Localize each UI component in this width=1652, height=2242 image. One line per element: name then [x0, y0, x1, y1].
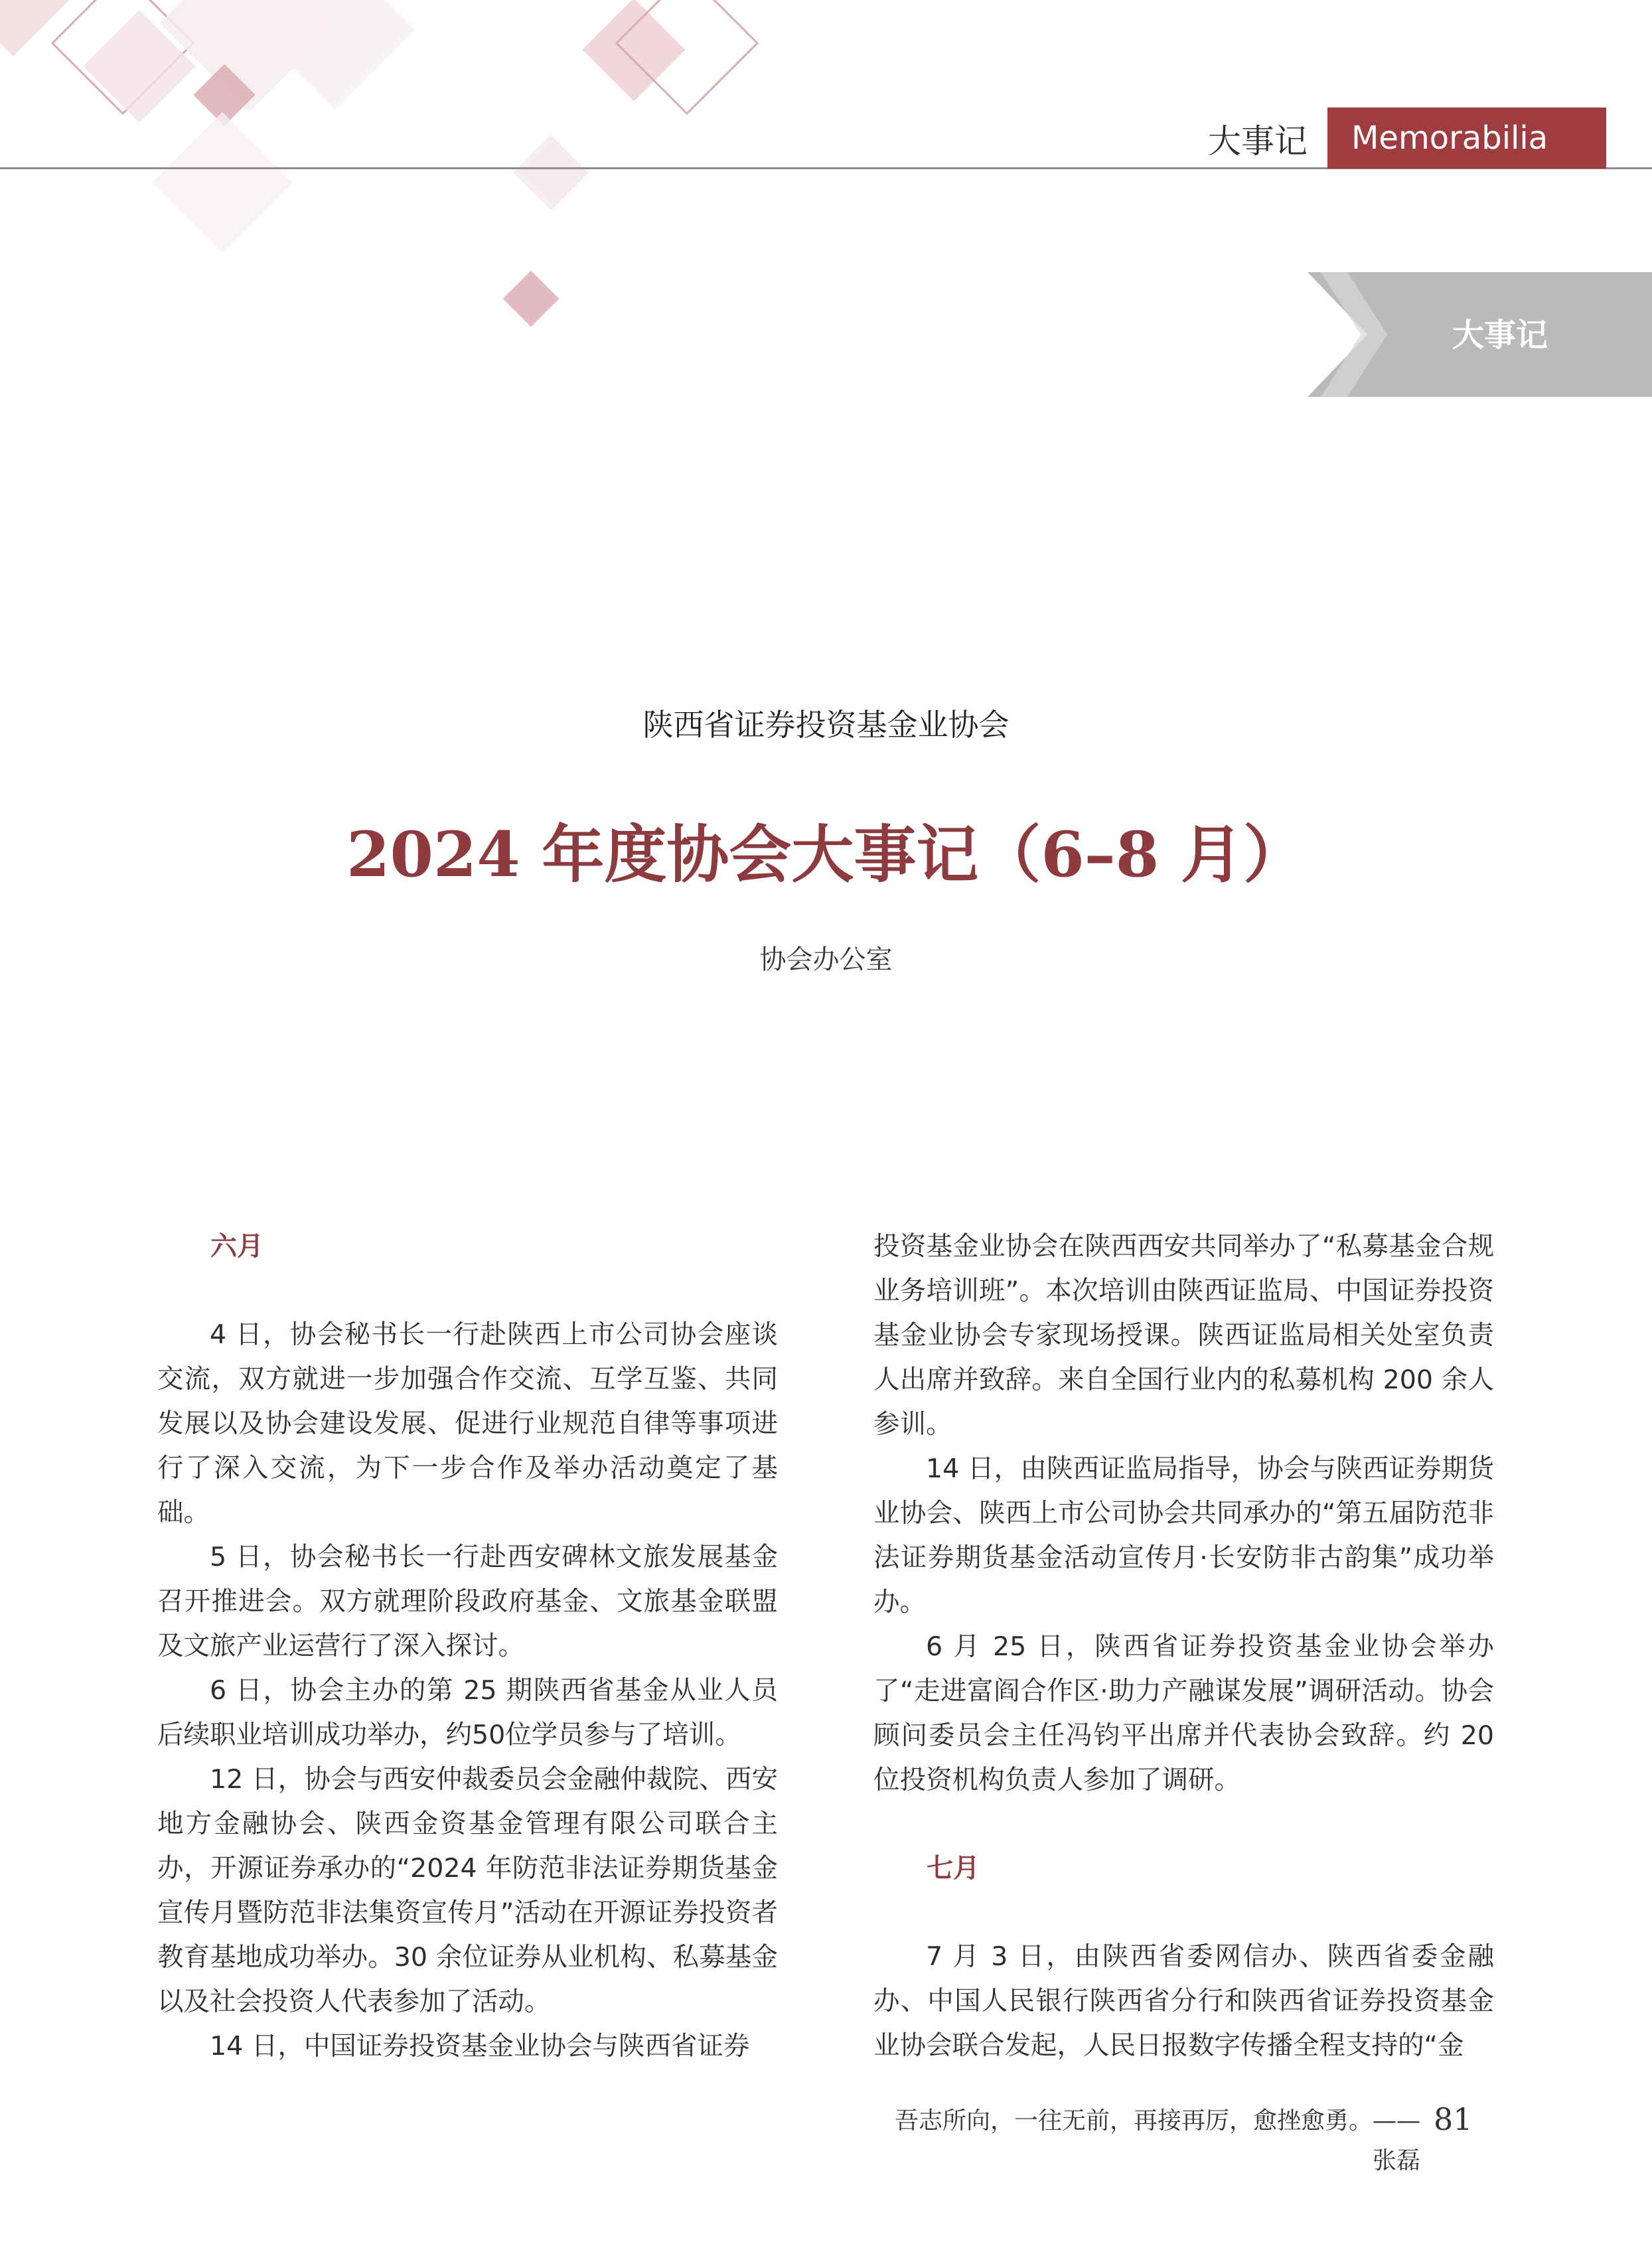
paragraph-continued: 投资基金业协会在陕西西安共同举办了“私募基金合规业务培训班”。本次培训由陕西证监局、中国证券投资基金业协会专家现场授课。陕西证监局相关处室负责人出席并致辞。来自全国行业内的私募机构 200 余人参训。	[873, 1231, 1494, 1440]
article-author: 协会办公室	[759, 944, 893, 975]
paragraph: 6 日，协会主办的第 25 期陕西省基金从业人员后续职业培训成功举办，约50位学员参与了培训。	[157, 1675, 778, 1750]
section-title-cn: 大事记	[1208, 122, 1308, 161]
footer-quote: 吾志所向，一往无前，再接再厉，愈挫愈勇。——张磊	[894, 2107, 1420, 2174]
right-column	[873, 1225, 1494, 2068]
section-heading-july: 七月	[927, 1853, 980, 1884]
section-tag-label: 大事记	[1452, 317, 1548, 354]
left-column	[157, 1225, 778, 2069]
paragraph: 14 日，由陕西证监局指导，协会与陕西证券期货业协会、陕西上市公司协会共同承办的“第五届防范非法证券期货基金活动宣传月·长安防非古韵集”成功举办。	[873, 1454, 1494, 1617]
organization-name: 陕西省证券投资基金业协会	[642, 707, 1010, 743]
paragraph: 14 日，中国证券投资基金业协会与陕西省证券	[210, 2031, 750, 2061]
paragraph: 4 日，协会秘书长一行赴陕西上市公司协会座谈交流，双方就进一步加强合作交流、互学互鉴、共同发展以及协会建设发展、促进行业规范自律等事项进行了深入交流，为下一步合作及举办活动奠定了基础。	[157, 1319, 778, 1528]
page-number: 81	[1434, 2101, 1473, 2137]
paragraph: 5 日，协会秘书长一行赴西安碑林文旅发展基金召开推进会。双方就理阶段政府基金、文旅基金联盟及文旅产业运营行了深入探讨。	[157, 1542, 778, 1661]
section-heading-june: 六月	[210, 1231, 263, 1262]
paragraph: 7 月 3 日，由陕西省委网信办、陕西省委金融办、中国人民银行陕西省分行和陕西省证券投资基金业协会联合发起，人民日报数字传播全程支持的“金	[873, 1941, 1494, 2061]
paragraph: 6 月 25 日，陕西省证券投资基金业协会举办了“走进富阎合作区·助力产融谋发展”调研活动。协会顾问委员会主任冯钧平出席并代表协会致辞。约 20 位投资机构负责人参加了调研。	[873, 1631, 1494, 1795]
section-title-en: Memorabilia	[1327, 108, 1606, 169]
decorative-diamonds	[0, 0, 796, 345]
paragraph: 12 日，协会与西安仲裁委员会金融仲裁院、西安地方金融协会、陕西金资基金管理有限公司联合主办，开源证券承办的“2024 年防范非法证券期货基金宣传月暨防范非法集资宣传月”活动在开源证券投资者教育基地成功举办。30 余位证券从业机构、私募基金以及社会投资人代表参加了活动。	[157, 1764, 778, 2017]
article-title: 2024 年度协会大事记（6–8 月）	[346, 818, 1306, 891]
